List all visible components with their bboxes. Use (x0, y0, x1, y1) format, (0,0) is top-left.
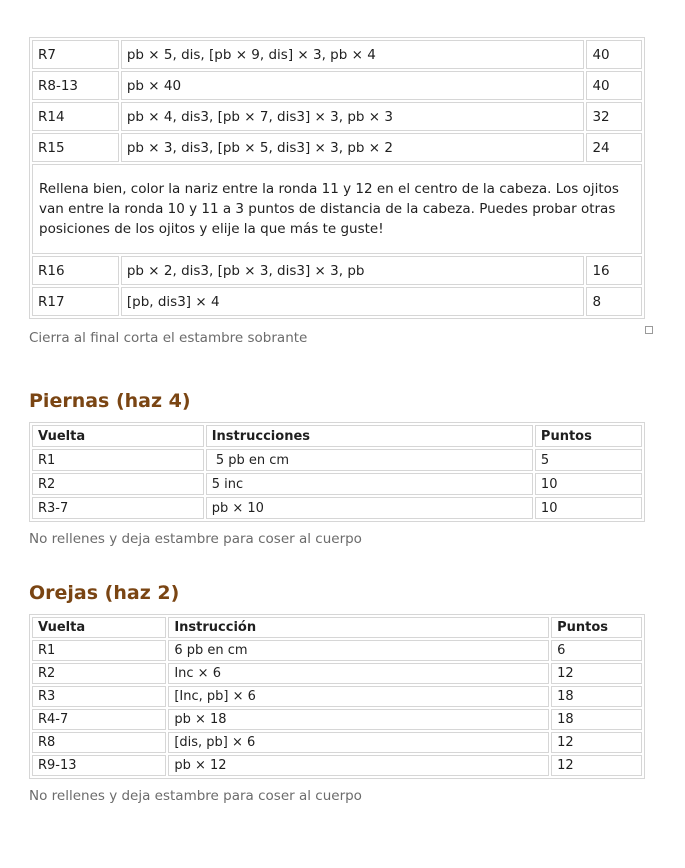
round-cell: R17 (32, 287, 119, 316)
instruction-cell: pb × 12 (168, 755, 549, 776)
stitch-count-cell: 6 (551, 640, 642, 661)
table-row-note (32, 164, 642, 254)
round-cell: R3-7 (32, 497, 204, 519)
table-row (32, 473, 642, 495)
piernas-heading: Piernas (haz 4) (29, 390, 191, 412)
stitch-count-cell: 12 (551, 755, 642, 776)
instruction-cell: [Inc, pb] × 6 (168, 686, 549, 707)
table-row (32, 497, 642, 519)
table-row (32, 663, 642, 684)
stitch-count-cell: 5 (535, 449, 642, 471)
round-cell: R8-13 (32, 71, 119, 100)
table-row (32, 133, 642, 162)
stitch-count-cell: 12 (551, 663, 642, 684)
instruction-cell: [pb, dis3] × 4 (121, 287, 585, 316)
table-resize-handle[interactable] (645, 326, 653, 334)
stitch-count-cell: 24 (586, 133, 642, 162)
round-cell: R15 (32, 133, 119, 162)
table-row (32, 102, 642, 131)
stitch-count-cell: 40 (586, 71, 642, 100)
table-row (32, 640, 642, 661)
orejas-heading: Orejas (haz 2) (29, 582, 180, 604)
cabeza-caption: Cierra al final corta el estambre sobrante (29, 330, 308, 346)
round-cell: R14 (32, 102, 119, 131)
table-row (32, 256, 642, 285)
instruction-cell: pb × 4, dis3, [pb × 7, dis3] × 3, pb × 3 (121, 102, 585, 131)
instruction-cell: pb × 18 (168, 709, 549, 730)
stitch-count-cell: 12 (551, 732, 642, 753)
instruction-cell: pb × 5, dis, [pb × 9, dis] × 3, pb × 4 (121, 40, 585, 69)
header-puntos: Puntos (551, 617, 642, 638)
header-instruccion: Instrucción (168, 617, 549, 638)
instruction-cell: pb × 3, dis3, [pb × 5, dis3] × 3, pb × 2 (121, 133, 585, 162)
table-header-row (32, 425, 642, 447)
instruction-cell: Inc × 6 (168, 663, 549, 684)
round-cell: R2 (32, 473, 204, 495)
round-cell: R8 (32, 732, 166, 753)
orejas-table (29, 614, 645, 779)
table-header-row (32, 617, 642, 638)
header-vuelta: Vuelta (32, 425, 204, 447)
document-page (29, 37, 645, 806)
header-instrucciones: Instrucciones (206, 425, 533, 447)
table-row (32, 755, 642, 776)
piernas-table (29, 422, 645, 522)
stitch-count-cell: 16 (586, 256, 642, 285)
stitch-count-cell: 10 (535, 497, 642, 519)
header-vuelta: Vuelta (32, 617, 166, 638)
table-row (32, 287, 642, 316)
piernas-caption: No rellenes y deja estambre para coser al cuerpo (29, 531, 362, 547)
table-row (32, 732, 642, 753)
stitch-count-cell: 32 (586, 102, 642, 131)
instruction-cell: pb × 2, dis3, [pb × 3, dis3] × 3, pb (121, 256, 585, 285)
header-puntos: Puntos (535, 425, 642, 447)
round-cell: R7 (32, 40, 119, 69)
stitch-count-cell: 10 (535, 473, 642, 495)
table-row (32, 71, 642, 100)
cabeza-table (29, 37, 645, 319)
round-cell: R9-13 (32, 755, 166, 776)
instruction-cell: 5 inc (206, 473, 533, 495)
orejas-caption: No rellenes y deja estambre para coser al cuerpo (29, 788, 362, 804)
stitch-count-cell: 18 (551, 709, 642, 730)
stitch-count-cell: 40 (586, 40, 642, 69)
round-cell: R16 (32, 256, 119, 285)
round-cell: R1 (32, 449, 204, 471)
stitch-count-cell: 18 (551, 686, 642, 707)
instruction-cell: [dis, pb] × 6 (168, 732, 549, 753)
instruction-cell: 5 pb en cm (206, 449, 533, 471)
note-cell: Rellena bien, color la nariz entre la ronda 11 y 12 en el centro de la cabeza. Los ojitos van entre la ronda 10 y 11 a 3 puntos de distancia de la cabeza. Puedes probar otras posiciones de los ojitos y elije la que más te guste! (32, 164, 642, 254)
round-cell: R2 (32, 663, 166, 684)
instruction-cell: pb × 40 (121, 71, 585, 100)
instruction-cell: pb × 10 (206, 497, 533, 519)
stitch-count-cell: 8 (586, 287, 642, 316)
table-row (32, 709, 642, 730)
round-cell: R3 (32, 686, 166, 707)
round-cell: R1 (32, 640, 166, 661)
round-cell: R4-7 (32, 709, 166, 730)
table-row (32, 686, 642, 707)
table-row (32, 40, 642, 69)
table-row (32, 449, 642, 471)
instruction-cell: 6 pb en cm (168, 640, 549, 661)
